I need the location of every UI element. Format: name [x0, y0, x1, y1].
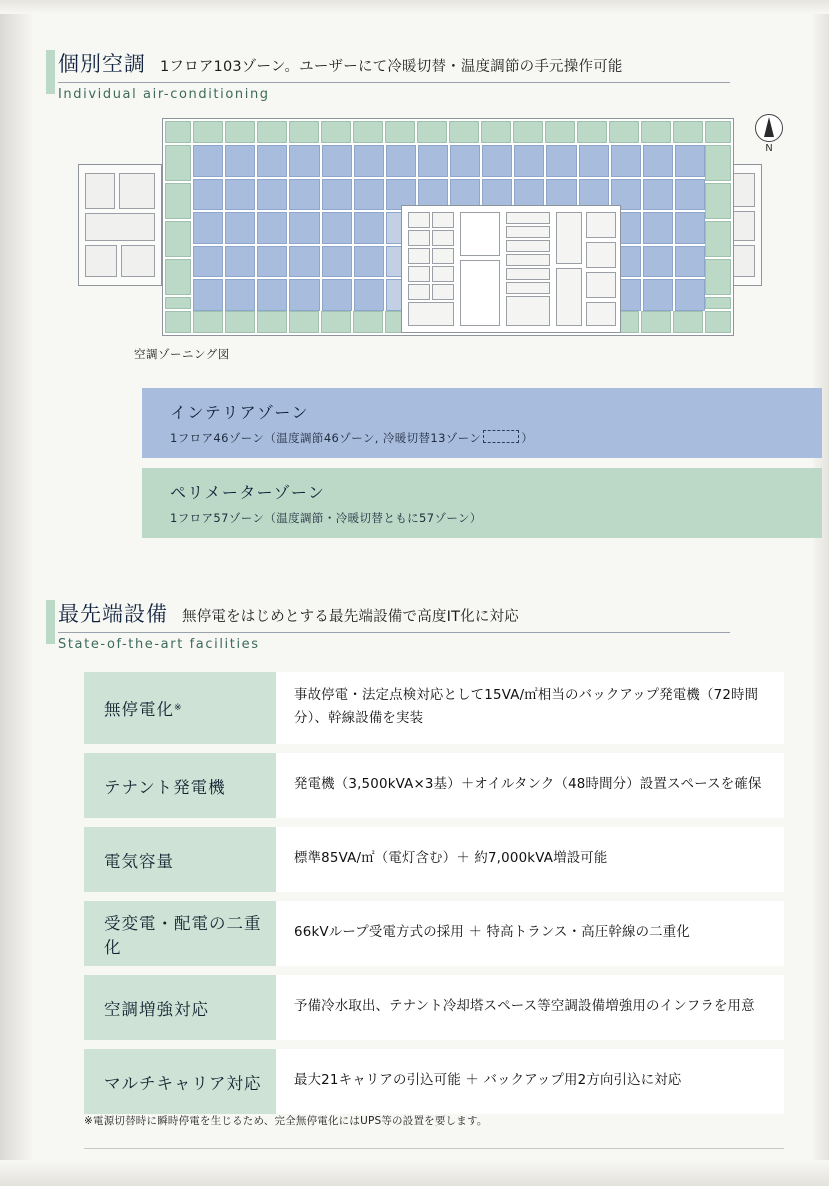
facility-key	[84, 827, 276, 892]
facility-key-label: テナント発電機	[104, 777, 226, 797]
facility-value: 最大21キャリアの引込可能 ＋ バックアップ用2方向引込に対応	[276, 1049, 784, 1114]
table-row	[84, 975, 784, 1040]
section-title: 個別空調	[58, 52, 146, 76]
section-subtitle: State-of-the-art facilities	[58, 637, 260, 652]
facilities-footnote: ※電源切替時に瞬時停電を生じるため、完全無停電化にはUPS等の設置を要します。	[84, 1115, 488, 1127]
table-row	[84, 1049, 784, 1114]
facility-key-label: 電気容量	[104, 851, 174, 871]
dashed-zone-swatch-icon	[483, 430, 519, 443]
facility-key	[84, 753, 276, 818]
facility-key-label: 空調増強対応	[104, 999, 209, 1019]
plan-end-block-left	[78, 164, 162, 286]
facility-value: 予備冷水取出、テナント冷却塔スペース等空調設備増強用のインフラを用意	[276, 975, 784, 1040]
section-divider	[58, 82, 730, 83]
page-content	[34, 0, 813, 1186]
plan-main-slab	[162, 118, 734, 336]
plan-central-core	[401, 205, 621, 333]
legend-desc-after: ）	[521, 431, 534, 445]
scan-edge-right	[813, 0, 829, 1186]
compass-label: N	[765, 143, 773, 154]
facility-key-label: マルチキャリア対応	[104, 1073, 262, 1093]
section-divider	[58, 632, 730, 633]
legend-description	[170, 430, 822, 446]
legend-desc-before: 1フロア46ゾーン（温度調節46ゾーン, 冷暖切替13ゾーン	[170, 431, 482, 445]
legend-perimeter-zone	[142, 468, 822, 538]
facility-value: 66kVループ受電方式の採用 ＋ 特高トランス・高圧幹線の二重化	[276, 901, 784, 966]
legend-title: インテリアゾーン	[170, 403, 309, 422]
legend-title: ペリメーターゾーン	[170, 483, 326, 502]
section-subtitle: Individual air-conditioning	[58, 87, 270, 102]
scan-edge-left	[0, 0, 34, 1186]
plan-caption: 空調ゾーニング図	[134, 347, 230, 361]
facility-key-mark: ※	[174, 703, 183, 713]
section-accent-bar	[46, 50, 55, 94]
legend-interior-zone	[142, 388, 822, 458]
table-row	[84, 827, 784, 892]
facility-value: 発電機（3,500kVA×3基）＋オイルタンク（48時間分）設置スペースを確保	[276, 753, 784, 818]
facility-key-label: 無停電化	[104, 700, 174, 719]
facility-key	[84, 901, 276, 966]
facilities-table	[84, 672, 784, 1123]
facility-key-label: 受変電・配電の二重化	[104, 913, 262, 957]
facility-value: 事故停電・法定点検対応として15VA/㎡相当のバックアップ発電機（72時間分）、幹線設備を実装	[276, 672, 784, 744]
facility-key	[84, 1049, 276, 1114]
legend-description: 1フロア57ゾーン（温度調節・冷暖切替ともに57ゾーン）	[170, 511, 482, 525]
table-row	[84, 901, 784, 966]
zone-legend	[142, 388, 822, 548]
section-heading-air-conditioning	[58, 48, 758, 102]
facility-value: 標準85VA/㎡（電灯含む）＋ 約7,000kVA増設可能	[276, 827, 784, 892]
section-heading-facilities	[58, 598, 758, 652]
plan-outline	[74, 112, 764, 340]
section-title: 最先端設備	[58, 602, 168, 626]
section-accent-bar	[46, 600, 55, 644]
floor-plan	[52, 108, 792, 361]
section-lead: 1フロア103ゾーン。ユーザーにて冷暖切替・温度調節の手元操作可能	[160, 59, 623, 75]
table-row	[84, 672, 784, 744]
section-lead: 無停電をはじめとする最先端設備で高度IT化に対応	[182, 609, 519, 625]
table-row	[84, 753, 784, 818]
facility-key	[84, 975, 276, 1040]
facility-key	[84, 672, 276, 744]
page-bottom-divider	[84, 1148, 784, 1149]
